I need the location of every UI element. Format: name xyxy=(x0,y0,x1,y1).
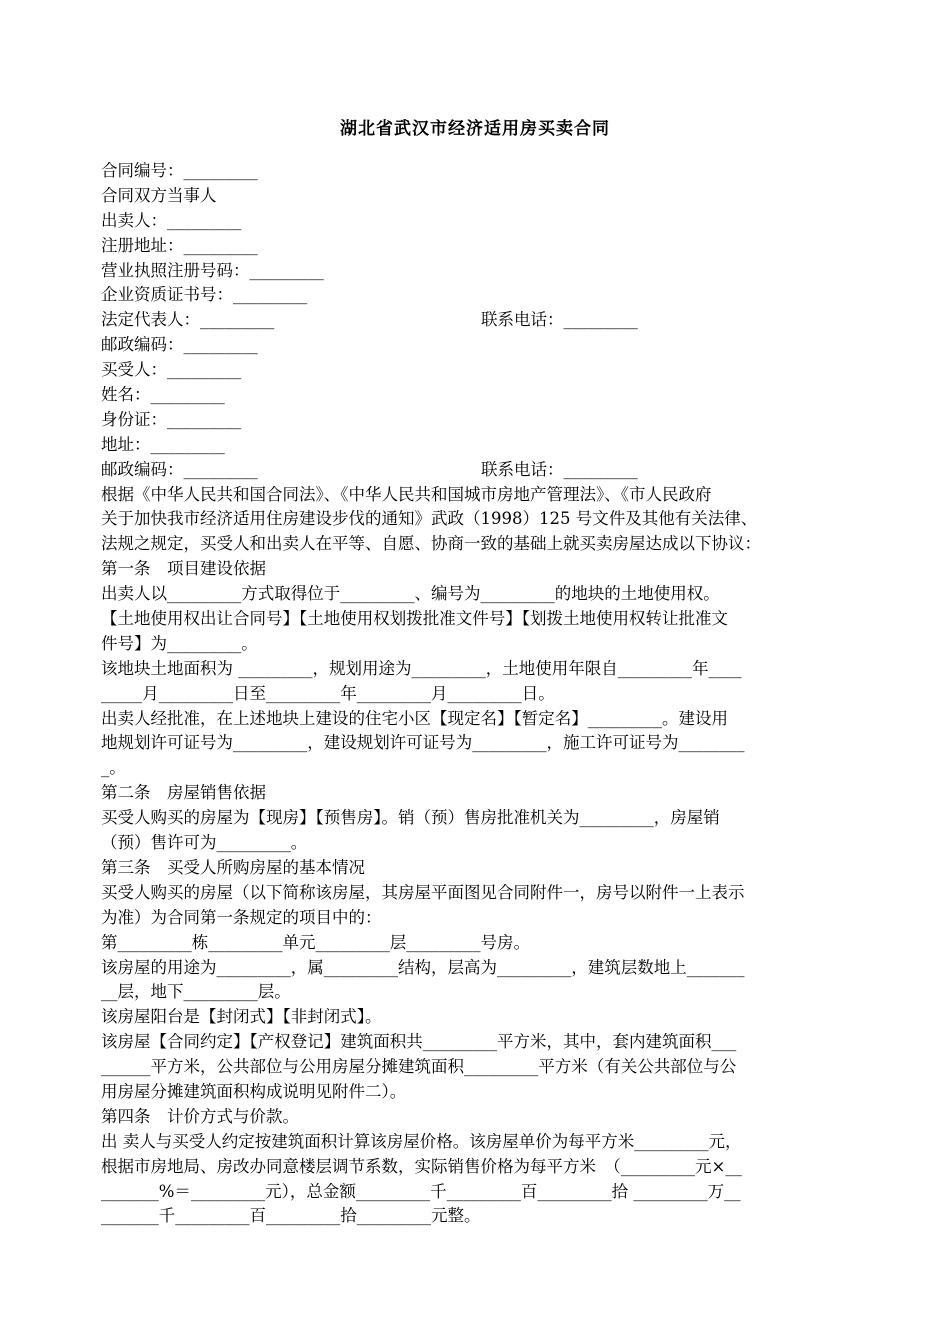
text-line: 根据市房地局、房改办同意楼层调节系数，实际销售价格为每平方米 （_________元×__ xyxy=(101,1156,742,1176)
text-line: 用房屋分摊建筑面积构成说明见附件二）。 xyxy=(101,1081,407,1101)
text-line: （预）售许可为_________。 xyxy=(101,833,308,853)
text-line: 【土地使用权出让合同号】【土地使用权划拨批准文件号】【划拨土地使用权转让批准文 xyxy=(101,609,728,629)
text-line: 第一条 项目建设依据 xyxy=(101,559,266,579)
document-title: 湖北省武汉市经济适用房买卖合同 xyxy=(340,119,610,139)
document-body xyxy=(101,159,849,1229)
text-line: ______平方米，公共部位与公用房屋分摊建筑面积_________平方米（有关公共部位与公 xyxy=(101,1057,737,1077)
text-line: 该房屋的用途为_________，属_________结构，层高为_________，建筑层数地上_______ xyxy=(101,957,745,977)
two-column-line xyxy=(101,308,849,333)
text-line: 买受人购买的房屋为【现房】【预售房】。销（预）售房批准机关为_________，房屋销 xyxy=(101,808,720,828)
text-line: _______%＝_________元），总金额_________千_________百_________拾 _________万__ xyxy=(101,1181,741,1201)
text-line: 合同编号：_________ xyxy=(101,161,258,180)
text-line: 第三条 买受人所购房屋的基本情况 xyxy=(101,857,365,877)
text-line: 为准）为合同第一条规定的项目中的： xyxy=(101,907,382,927)
text-line: 出 卖人与买受人约定按建筑面积计算该房屋价格。该房屋单价为每平方米_________元， xyxy=(101,1131,742,1151)
text-line: 身份证：_________ xyxy=(101,409,242,429)
text-line: 合同双方当事人 xyxy=(101,185,217,205)
text-line: 出卖人经批准，在上述地块上建设的住宅小区【现定名】【暂定名】_________。建设用 xyxy=(101,708,728,728)
text-line: 出卖人：_________ xyxy=(101,210,242,230)
text-line: __层，地下_________层。 xyxy=(101,982,291,1002)
text-line: 该房屋阳台是【封闭式】【非封闭式】。 xyxy=(101,1007,382,1027)
text-line: 件号】为_________。 xyxy=(101,633,258,653)
text-line: _。 xyxy=(101,758,126,778)
right-field: 联系电话：_________ xyxy=(481,459,638,479)
text-line: _______千_________百_________拾_________元整。 xyxy=(101,1206,481,1226)
two-column-line xyxy=(101,458,849,483)
text-line: 法规之规定，买受人和出卖人在平等、自愿、协商一致的基础上就买卖房屋达成以下协议： xyxy=(101,534,761,554)
text-line: 第四条 计价方式与价款。 xyxy=(101,1106,299,1126)
text-line: 营业执照注册号码：_________ xyxy=(101,260,324,280)
text-line: 该地块土地面积为 _________，规划用途为_________，土地使用年限自_________年____ xyxy=(101,658,742,678)
left-field: 法定代表人：_________ xyxy=(101,310,275,330)
text-line: 第_________栋_________单元_________层_________号房。 xyxy=(101,932,530,952)
text-line: 第二条 房屋销售依据 xyxy=(101,783,266,803)
text-line: _____月_________日至_________年_________月_________日。 xyxy=(101,683,555,703)
text-line: 地规划许可证号为_________，建设规划许可证号为_________，施工许可证号为________ xyxy=(101,733,745,753)
text-line: 该房屋【合同约定】【产权登记】建筑面积共_________平方米，其中，套内建筑面积___ xyxy=(101,1032,737,1052)
text-line: 关于加快我市经济适用住房建设步伐的通知》武政（1998）125 号文件及其他有关法律、 xyxy=(101,509,758,529)
text-line: 邮政编码：_________ xyxy=(101,335,258,355)
left-field: 邮政编码：_________ xyxy=(101,459,258,479)
text-line: 姓名：_________ xyxy=(101,385,225,405)
text-line: 根据《中华人民共和国合同法》、《中华人民共和国城市房地产管理法》、《市人民政府 xyxy=(101,484,712,504)
text-line: 地址：_________ xyxy=(101,434,225,454)
text-line: 企业资质证书号：_________ xyxy=(101,285,308,305)
right-field: 联系电话：_________ xyxy=(481,310,638,330)
text-line: 买受人：_________ xyxy=(101,360,242,380)
text-line: 买受人购买的房屋（以下简称该房屋，其房屋平面图见合同附件一，房号以附件一上表示 xyxy=(101,882,745,902)
text-line: 注册地址：_________ xyxy=(101,235,258,255)
text-line: 出卖人以_________方式取得位于_________、编号为_________的地块的土地使用权。 xyxy=(101,584,720,604)
